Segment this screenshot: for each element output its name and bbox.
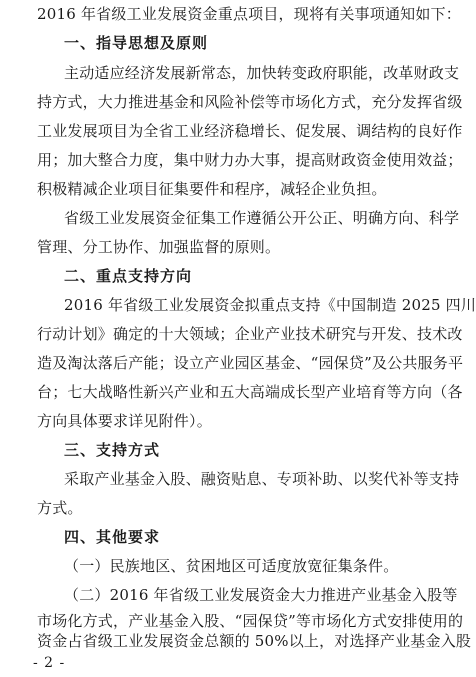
- paragraph-line: （二）2016 年省级工业发展资金大力推进产业基金入股等: [64, 586, 458, 604]
- paragraph-line: 造及淘汰落后产能；设立产业园区基金、“园保贷”及公共服务平: [37, 354, 464, 372]
- paragraph-line: 用；加大整合力度，集中财力办大事，提高财政资金使用效益；: [37, 151, 463, 169]
- paragraph-line: 持方式，大力推进基金和风险补偿等市场化方式，充分发挥省级: [37, 93, 463, 111]
- section-heading: 三、支持方式: [64, 441, 161, 459]
- paragraph-line: 2016 年省级工业发展资金拟重点支持《中国制造 2025 四川: [64, 296, 476, 314]
- paragraph-line: 省级工业发展资金征集工作遵循公开公正、明确方向、科学: [64, 209, 460, 227]
- paragraph-line: 采取产业基金入股、融资贴息、专项补助、以奖代补等支持: [64, 470, 460, 488]
- section-heading: 四、其他要求: [64, 528, 161, 546]
- paragraph-line: 市场化方式，产业基金入股、“园保贷”等市场化方式安排使用的: [37, 612, 464, 630]
- paragraph-line: 工业发展项目为全省工业经济稳增长、促发展、调结构的良好作: [37, 122, 463, 140]
- paragraph-line: 管理、分工协作、加强监督的原则。: [37, 238, 281, 256]
- paragraph-line: 方式。: [37, 499, 83, 517]
- paragraph-line: 积极精减企业项目征集要件和程序，减轻企业负担。: [37, 180, 387, 198]
- section-heading: 二、重点支持方向: [64, 267, 193, 285]
- section-heading: 一、指导思想及原则: [64, 34, 209, 52]
- paragraph-line: 台；七大战略性新兴产业和五大高端成长型产业培育等方向（各: [37, 383, 463, 401]
- paragraph-line: （一）民族地区、贫困地区可适度放宽征集条件。: [64, 557, 399, 575]
- intro-line: 2016 年省级工业发展资金重点项目，现将有关事项通知如下：: [37, 5, 461, 23]
- paragraph-line: 行动计划》确定的十大领域；企业产业技术研究与开发、技术改: [37, 325, 463, 343]
- paragraph-line: 方向具体要求详见附件）。: [37, 412, 212, 430]
- page-number: - 2 -: [33, 655, 66, 671]
- paragraph-line: 资金占省级工业发展资金总额的 50%以上，对选择产业基金入股: [37, 632, 472, 650]
- paragraph-line: 主动适应经济发展新常态，加快转变政府职能，改革财政支: [64, 64, 460, 82]
